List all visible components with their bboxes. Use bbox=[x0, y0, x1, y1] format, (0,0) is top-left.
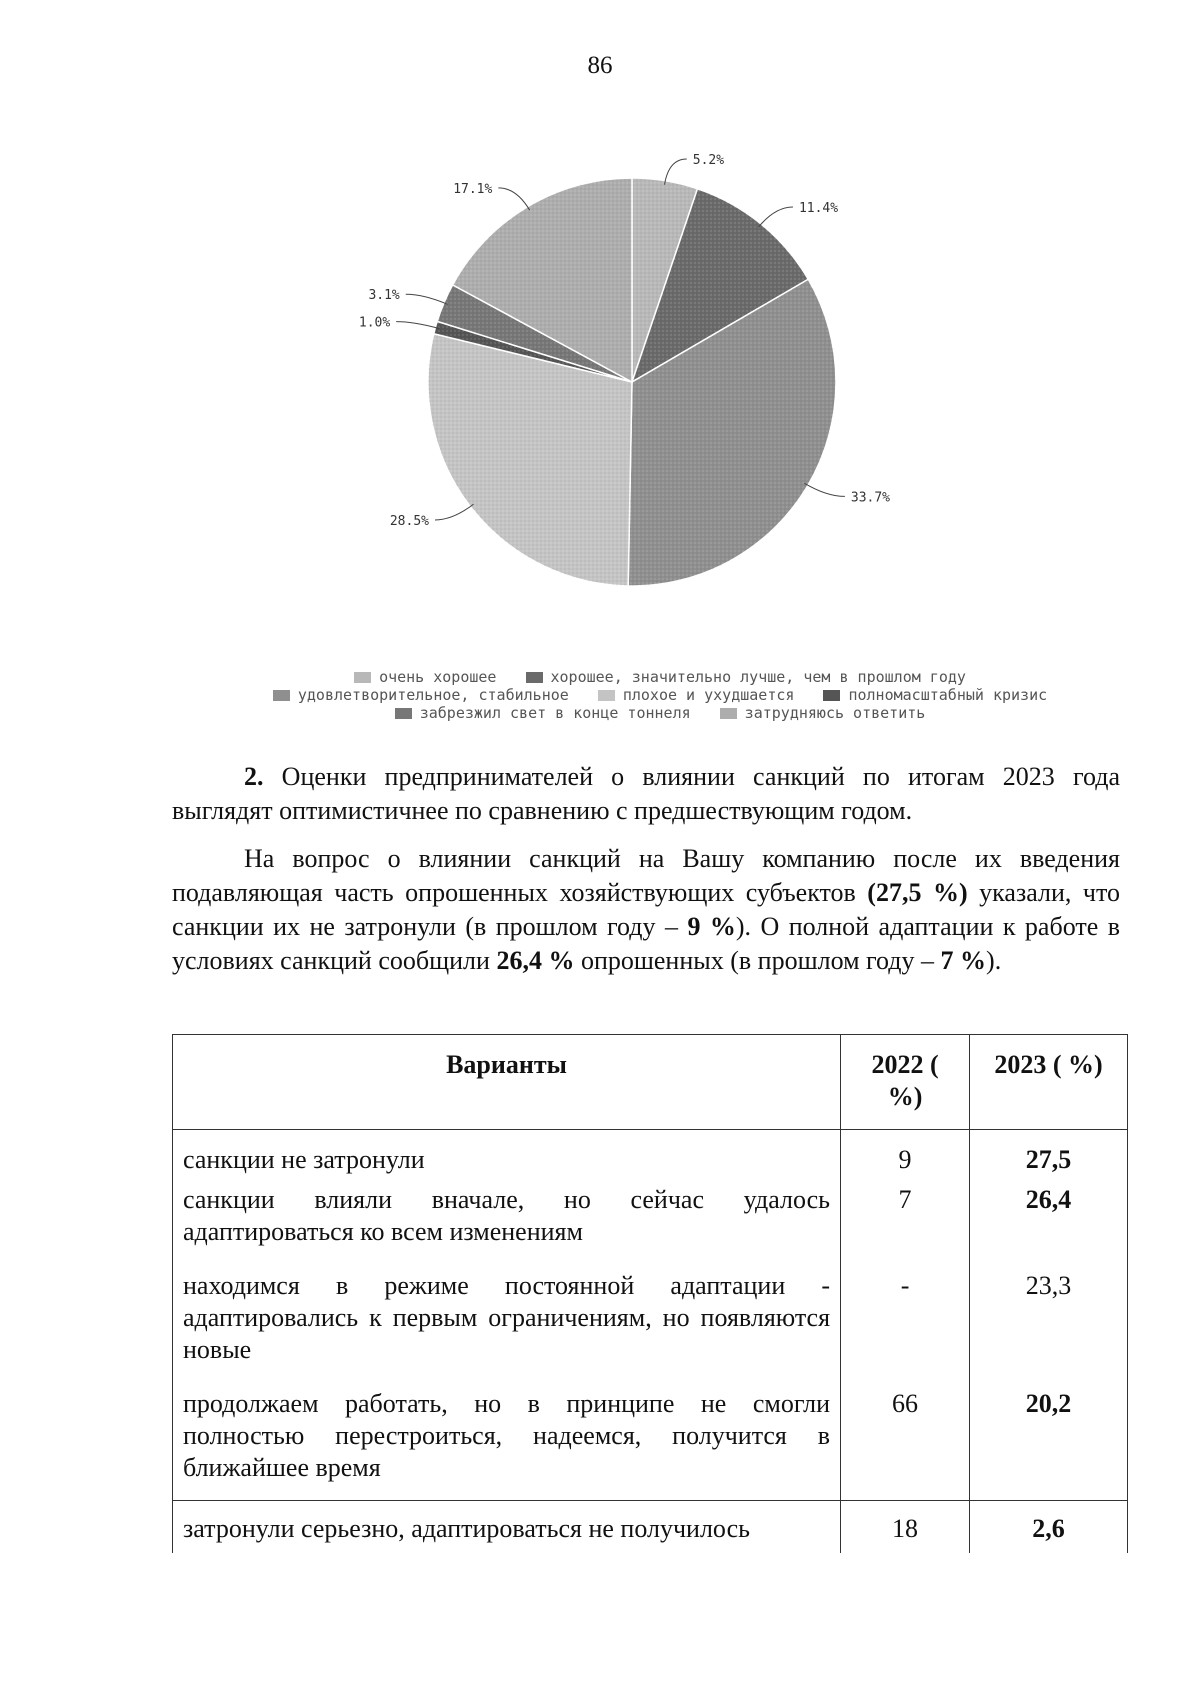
legend-swatch bbox=[526, 672, 543, 683]
option-cell: затронули серьезно, адаптироваться не получилось bbox=[173, 1501, 841, 1554]
option-cell: продолжаем работать, но в принципе не смогли полностью перестроиться, надеемся, получится в ближайшее время bbox=[173, 1382, 841, 1501]
header-variants: Варианты bbox=[173, 1035, 841, 1130]
legend-row bbox=[170, 704, 1150, 722]
variants-table bbox=[172, 1034, 1128, 1553]
pie-data-label: 5.2% bbox=[692, 153, 725, 169]
paragraph-text: опрошенных (в прошлом году – bbox=[574, 946, 941, 975]
header-2022: 2022 ( %) bbox=[841, 1035, 970, 1130]
pie-data-label: 28.5% bbox=[389, 513, 429, 529]
paragraph-text: ). О полной адаптации к работе в условиях санкций сообщили bbox=[172, 912, 1120, 975]
paragraph-number: 2. bbox=[244, 762, 264, 791]
legend-swatch bbox=[598, 690, 615, 701]
value-2022-cell: - bbox=[841, 1264, 970, 1382]
header-2023: 2023 ( %) bbox=[970, 1035, 1128, 1130]
legend-item-satisfactory bbox=[273, 686, 569, 704]
pie-chart bbox=[330, 153, 1050, 610]
value-2022-cell: 18 bbox=[841, 1501, 970, 1554]
legend-item-crisis bbox=[823, 686, 1047, 704]
legend-row bbox=[170, 686, 1150, 704]
page-number: 86 bbox=[587, 52, 613, 79]
value-2022-cell: 7 bbox=[841, 1180, 970, 1264]
pie-data-label: 33.7% bbox=[850, 490, 891, 506]
option-cell: находимся в режиме постоянной адаптации - адаптировались к первым ограничениям, но появляются новые bbox=[173, 1264, 841, 1382]
option-cell: санкции влияли вначале, но сейчас удалось адаптироваться ко всем изменениям bbox=[173, 1180, 841, 1264]
legend-item-bad bbox=[598, 686, 795, 704]
pie-data-label: 11.4% bbox=[798, 200, 839, 216]
legend-swatch bbox=[720, 708, 737, 719]
chart-legend bbox=[170, 668, 1150, 722]
emphasis: 7 % bbox=[940, 946, 987, 975]
legend-label: хорошее, значительно лучше, чем в прошлом году bbox=[550, 668, 966, 686]
legend-label: очень хорошее bbox=[379, 668, 497, 686]
paragraph-text: На вопрос о влиянии санкций на Вашу компанию после их введения подавляющая часть опрошенных хозяйствующих субъектов bbox=[172, 844, 1120, 907]
pie-data-label: 17.1% bbox=[453, 181, 493, 197]
table-row bbox=[173, 1130, 1128, 1181]
legend-label: полномасштабный кризис bbox=[848, 686, 1048, 704]
legend-swatch bbox=[273, 690, 290, 701]
legend-item-very-good bbox=[354, 668, 496, 686]
paragraph-text: Оценки предпринимателей о влиянии санкций по итогам 2023 года выглядят оптимистичнее по сравнению с предшествующим годом. bbox=[172, 762, 1120, 825]
paragraph-text: указали, что санкции их не затронули (в прошлом году – bbox=[172, 878, 1120, 941]
legend-item-good bbox=[526, 668, 966, 686]
pie-leader-line bbox=[498, 188, 529, 210]
legend-label: затрудняюсь ответить bbox=[744, 704, 926, 722]
pie-slices bbox=[428, 178, 839, 586]
value-2022-cell: 66 bbox=[841, 1382, 970, 1501]
table-header-row bbox=[173, 1035, 1128, 1130]
legend-label: забрезжил свет в конце тоннеля bbox=[419, 704, 691, 722]
emphasis: (27,5 %) bbox=[867, 878, 968, 907]
legend-swatch bbox=[395, 708, 412, 719]
legend-item-hard-to-say bbox=[720, 704, 926, 722]
pie-leader-line bbox=[759, 207, 793, 227]
value-2023-cell: 26,4 bbox=[970, 1180, 1128, 1264]
value-2022-cell: 9 bbox=[841, 1130, 970, 1181]
emphasis: 26,4 % bbox=[496, 946, 575, 975]
table-row bbox=[173, 1501, 1128, 1554]
legend-swatch bbox=[354, 672, 371, 683]
paragraph bbox=[172, 842, 1120, 978]
table-row bbox=[173, 1382, 1128, 1501]
legend-label: плохое и ухудшается bbox=[622, 686, 795, 704]
pie-leader-line bbox=[396, 322, 439, 329]
pie-leader-line bbox=[804, 483, 844, 496]
table-row bbox=[173, 1264, 1128, 1382]
value-2023-cell: 2,6 bbox=[970, 1501, 1128, 1554]
body-text bbox=[172, 760, 1120, 990]
emphasis: 9 % bbox=[687, 912, 736, 941]
legend-row bbox=[170, 668, 1150, 686]
value-2023-cell: 23,3 bbox=[970, 1264, 1128, 1382]
paragraph bbox=[172, 760, 1120, 828]
legend-swatch bbox=[823, 690, 840, 701]
legend-label: удовлетворительное, стабильное bbox=[297, 686, 569, 704]
pie-data-label: 1.0% bbox=[358, 315, 391, 331]
pie-leader-line bbox=[435, 504, 474, 520]
table-row bbox=[173, 1180, 1128, 1264]
option-cell: санкции не затронули bbox=[173, 1130, 841, 1181]
paragraph-text: ). bbox=[986, 946, 1002, 975]
value-2023-cell: 20,2 bbox=[970, 1382, 1128, 1501]
value-2023-cell: 27,5 bbox=[970, 1130, 1128, 1181]
pie-leader-line bbox=[406, 294, 448, 304]
legend-item-light-tunnel bbox=[395, 704, 691, 722]
pie-data-label: 3.1% bbox=[368, 288, 400, 304]
